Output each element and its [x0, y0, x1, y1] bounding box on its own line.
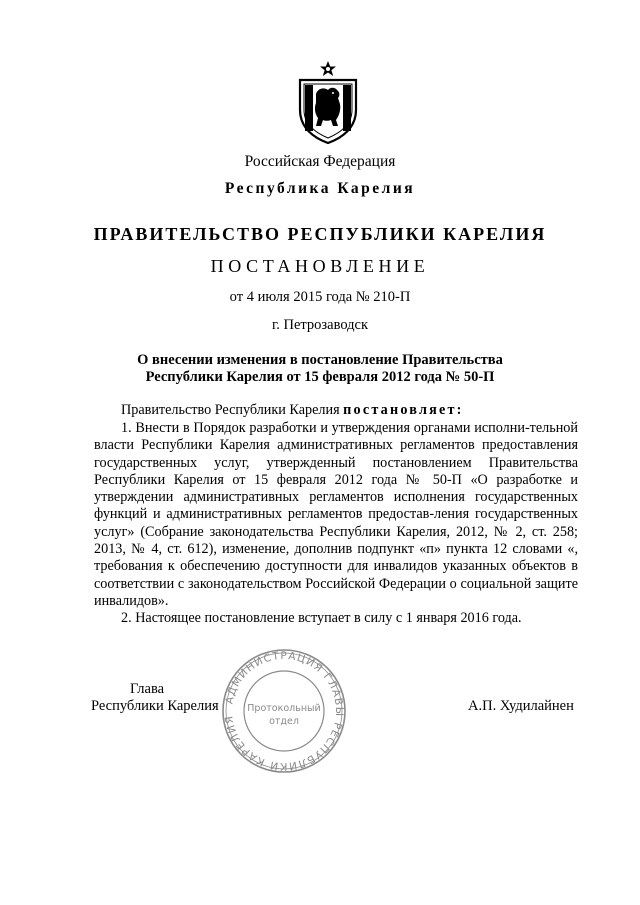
- subject-line-1: О внесении изменения в постановление Правительства: [137, 352, 503, 368]
- signatory-title-line-2: Республики Карелия: [91, 698, 219, 714]
- government-title: ПРАВИТЕЛЬСТВО РЕСПУБЛИКИ КАРЕЛИЯ: [93, 224, 547, 244]
- document-subject: [0, 352, 640, 386]
- subject-line-2: Республики Карелия от 15 февраля 2012 года № 50-П: [145, 369, 495, 385]
- country-name: Российская Федерация: [244, 153, 396, 170]
- intro-resolves: постановляет:: [343, 402, 464, 418]
- official-stamp: [214, 648, 354, 774]
- stamp-inner-line-2: отдел: [269, 716, 299, 727]
- stamp-inner-line-1: Протокольный: [247, 703, 321, 714]
- item-1-paragraph: 1. Внести в Порядок разработки и утверждения органами исполни-тельной власти Республики Карелия административных регламентов предоставления государственных услуг, утвержденный постановлением Правительства Республики Карелия от 15 февраля 2012 года № 50-П «О разработке и утверждении административных регламентов исполнения государственных функций и административных регламентов предостав-ления государственных услуг» (Собрание законодательства Республики Карелия, 2012, № 2, ст. 258; 2013, № 4, ст. 612), изменение, дополнив подпункт «п» пункта 12 словами «, требования к обеспечению доступности для инвалидов указанных объектов в соответствии с законодательством Российской Федерации о социальной защите инвалидов».: [94, 420, 578, 609]
- document-type: ПОСТАНОВЛЕНИЕ: [210, 256, 430, 276]
- karelia-coat-of-arms-icon: [294, 60, 362, 144]
- republic-name: Республика Карелия: [224, 180, 416, 197]
- signatory-name: А.П. Худилайнен: [468, 698, 574, 714]
- intro-paragraph: [94, 402, 578, 419]
- document-date-number: от 4 июля 2015 года № 210-П: [229, 289, 411, 305]
- city: г. Петрозаводск: [271, 317, 369, 333]
- intro-prefix: Правительство Республики Карелия: [121, 402, 344, 418]
- stamp-outer-text: АДМИНИСТРАЦИЯ ГЛАВЫ РЕСПУБЛИКИ КАРЕЛИЯ: [223, 649, 346, 773]
- item-2-paragraph: 2. Настоящее постановление вступает в силу с 1 января 2016 года.: [121, 610, 522, 626]
- signatory-title-line-1: Глава: [130, 681, 165, 697]
